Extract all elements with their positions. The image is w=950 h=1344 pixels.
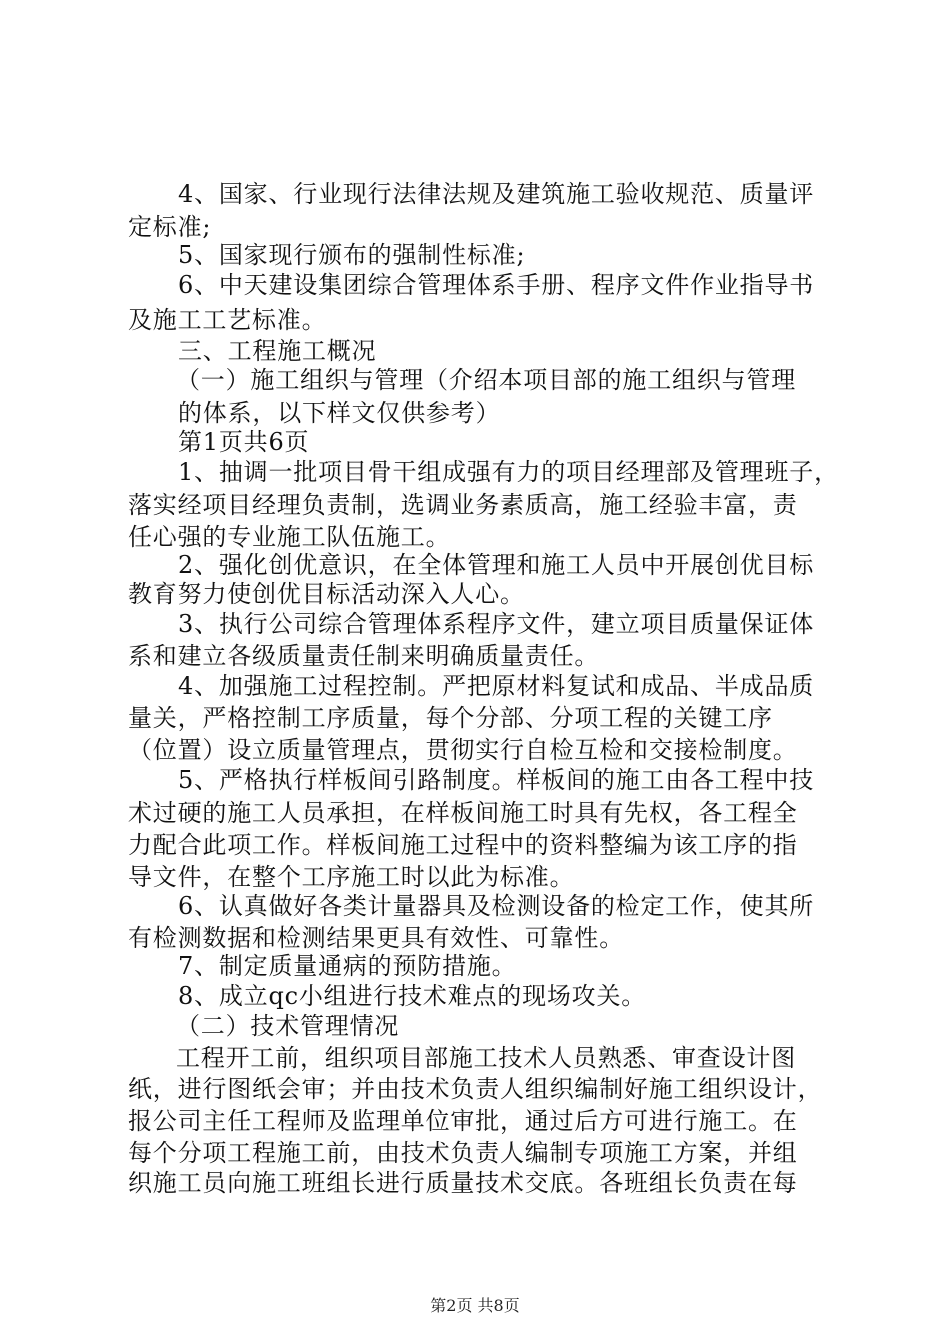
text-line: 4、加强施工过程控制。严把原材料复试和成品、半成品质: [178, 672, 815, 700]
text-line: 8、成立qc小组进行技术难点的现场攻关。: [178, 982, 647, 1010]
text-line: 落实经项目经理负责制，选调业务素质高，施工经验丰富，责: [128, 491, 798, 519]
text-line: 6、中天建设集团综合管理体系手册、程序文件作业指导书: [178, 271, 815, 299]
text-line: 7、制定质量通病的预防措施。: [178, 952, 517, 980]
text-line: 第1页共6页: [178, 428, 310, 456]
text-line: 1、抽调一批项目骨干组成强有力的项目经理部及管理班子，: [178, 458, 839, 486]
text-line: 6、认真做好各类计量器具及检测设备的检定工作，使其所: [178, 892, 815, 920]
text-line: 任心强的专业施工队伍施工。: [128, 523, 451, 551]
text-line: 系和建立各级质量责任制来明确质量责任。: [128, 642, 600, 670]
text-line: 量关，严格控制工序质量，每个分部、分项工程的关键工序: [128, 704, 773, 732]
text-line: 4、国家、行业现行法律法规及建筑施工验收规范、质量评: [178, 180, 815, 208]
text-line: 报公司主任工程师及监理单位审批，通过后方可进行施工。在: [128, 1107, 798, 1135]
text-line: （一）施工组织与管理（介绍本项目部的施工组织与管理: [176, 366, 796, 394]
text-line: 导文件，在整个工序施工时以此为标准。: [128, 863, 575, 891]
text-line: 织施工员向施工班组长进行质量技术交底。各班组长负责在每: [128, 1169, 798, 1197]
text-line: （二）技术管理情况: [176, 1012, 400, 1040]
text-line: 5、严格执行样板间引路制度。样板间的施工由各工程中技: [178, 766, 815, 794]
text-line: 力配合此项工作。样板间施工过程中的资料整编为该工序的指: [128, 831, 798, 859]
text-line: 工程开工前，组织项目部施工技术人员熟悉、审查设计图: [176, 1044, 796, 1072]
text-line: 术过硬的施工人员承担，在样板间施工时具有先权，各工程全: [128, 799, 798, 827]
text-line: 纸，进行图纸会审；并由技术负责人组织编制好施工组织设计，: [128, 1075, 823, 1103]
text-line: 的体系，以下样文仅供参考）: [178, 399, 501, 427]
text-line: 每个分项工程施工前，由技术负责人编制专项施工方案，并组: [128, 1139, 798, 1167]
text-line: 2、强化创优意识，在全体管理和施工人员中开展创优目标: [178, 551, 815, 579]
text-line: 及施工工艺标准。: [128, 306, 327, 334]
text-line: 教育努力使创优目标活动深入人心。: [128, 580, 525, 608]
text-line: 定标准;: [128, 213, 212, 241]
text-line: 有检测数据和检测结果更具有效性、可靠性。: [128, 924, 624, 952]
page-footer: 第2页 共8页: [430, 1296, 520, 1315]
text-line: （位置）设立质量管理点，贯彻实行自检互检和交接检制度。: [128, 736, 798, 764]
text-line: 3、执行公司综合管理体系程序文件，建立项目质量保证体: [178, 610, 815, 638]
text-line: 5、国家现行颁布的强制性标准;: [178, 241, 526, 269]
text-line: 三、工程施工概况: [178, 337, 377, 365]
